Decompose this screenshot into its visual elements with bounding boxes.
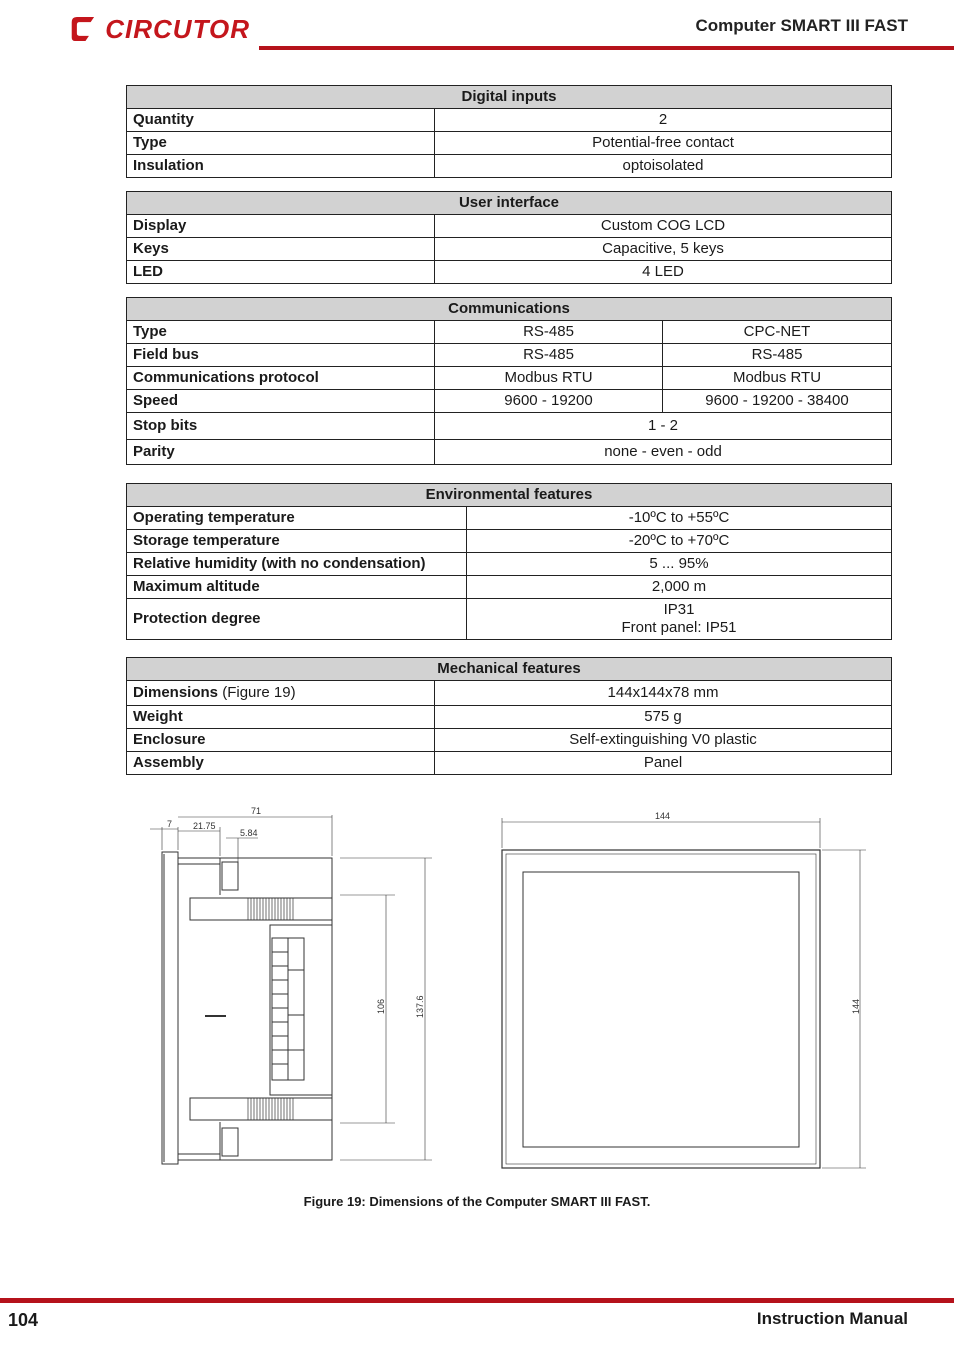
row-value: -10ºC to +55ºC	[467, 507, 892, 530]
row-value: 575 g	[435, 706, 892, 729]
manual-title: Instruction Manual	[756, 1309, 908, 1328]
row-label: Speed	[127, 390, 435, 413]
row-label: Maximum altitude	[127, 576, 467, 599]
row-value: 2	[435, 109, 892, 132]
table-row	[127, 553, 892, 576]
row-label: LED	[127, 261, 435, 284]
small-dim-label: 5.84	[240, 828, 258, 838]
row-label: Relative humidity (with no condensation)	[127, 553, 467, 576]
table-row	[127, 440, 892, 465]
row-label: Weight	[127, 706, 435, 729]
table-row	[127, 367, 892, 390]
table-row	[127, 599, 892, 640]
figure-reference: (Figure 19)	[222, 684, 296, 701]
table-row	[127, 530, 892, 553]
table-row	[127, 706, 892, 729]
table-row	[127, 215, 892, 238]
brand-name: CIRCUTOR	[105, 13, 250, 44]
table-title: User interface	[127, 192, 892, 215]
protection-value-1: IP31	[663, 601, 695, 618]
row-label: Type	[127, 132, 435, 155]
row-value: optoisolated	[435, 155, 892, 178]
offset-label: 21.75	[193, 821, 216, 831]
table-row	[127, 109, 892, 132]
row-label: Keys	[127, 238, 435, 261]
depth-label: 71	[251, 806, 262, 816]
row-value: RS-485	[435, 321, 663, 344]
side-view-drawing	[150, 815, 432, 1164]
table-title: Environmental features	[127, 484, 892, 507]
row-value	[467, 599, 892, 640]
row-label: Storage temperature	[127, 530, 467, 553]
table-row	[127, 681, 892, 706]
table-row	[127, 752, 892, 775]
row-value: 9600 - 19200	[435, 390, 663, 413]
table-row	[127, 413, 892, 440]
row-value: 9600 - 19200 - 38400	[663, 390, 892, 413]
row-label: Parity	[127, 440, 435, 465]
row-value: Custom COG LCD	[435, 215, 892, 238]
table-row	[127, 507, 892, 530]
inner-height-label: 106	[376, 998, 386, 1014]
row-value: Modbus RTU	[663, 367, 892, 390]
digital-inputs-table	[126, 85, 892, 178]
mechanical-table	[126, 657, 892, 775]
row-value: 144x144x78 mm	[435, 681, 892, 706]
row-label: Quantity	[127, 109, 435, 132]
row-label: Stop bits	[127, 413, 435, 440]
row-value: Potential-free contact	[435, 132, 892, 155]
row-value: RS-485	[435, 344, 663, 367]
row-value: 2,000 m	[467, 576, 892, 599]
header-rule	[259, 46, 954, 50]
front-lip-label: 7	[167, 819, 173, 829]
front-view-drawing	[502, 818, 866, 1168]
row-label: Insulation	[127, 155, 435, 178]
front-height-label: 144	[851, 998, 861, 1014]
footer-rule	[0, 1298, 954, 1303]
row-label: Type	[127, 321, 435, 344]
front-view-labels	[655, 811, 861, 1014]
protection-value-2: Front panel: IP51	[621, 619, 737, 636]
page-number: 104	[8, 1310, 39, 1330]
circutor-logo-icon	[70, 12, 99, 46]
table-row	[127, 155, 892, 178]
row-label: Protection degree	[127, 599, 467, 640]
document-title: Computer SMART III FAST	[695, 16, 908, 35]
outer-height-label: 137.6	[415, 995, 425, 1018]
row-label: Assembly	[127, 752, 435, 775]
row-label: Display	[127, 215, 435, 238]
table-title: Mechanical features	[127, 658, 892, 681]
table-row	[127, 238, 892, 261]
brand-logo	[70, 12, 250, 46]
row-label: Enclosure	[127, 729, 435, 752]
table-row	[127, 729, 892, 752]
table-row	[127, 390, 892, 413]
front-width-label: 144	[655, 811, 671, 821]
table-row	[127, 344, 892, 367]
row-value: Panel	[435, 752, 892, 775]
row-label: Operating temperature	[127, 507, 467, 530]
row-value: -20ºC to +70ºC	[467, 530, 892, 553]
dimensions-label: Dimensions	[133, 684, 219, 701]
table-row	[127, 576, 892, 599]
table-title: Digital inputs	[127, 86, 892, 109]
table-row	[127, 132, 892, 155]
row-value: 1 - 2	[435, 413, 892, 440]
figure-caption: Figure 19: Dimensions of the Computer SMART III FAST.	[303, 1194, 651, 1209]
row-label: Field bus	[127, 344, 435, 367]
row-label: Communications protocol	[127, 367, 435, 390]
row-value: Capacitive, 5 keys	[435, 238, 892, 261]
table-row	[127, 261, 892, 284]
user-interface-table	[126, 191, 892, 284]
row-value: CPC-NET	[663, 321, 892, 344]
row-value: none - even - odd	[435, 440, 892, 465]
dimensions-figure	[150, 800, 870, 1180]
row-label	[127, 681, 435, 706]
row-value: Modbus RTU	[435, 367, 663, 390]
row-value: Self-extinguishing V0 plastic	[435, 729, 892, 752]
communications-table	[126, 297, 892, 465]
row-value: RS-485	[663, 344, 892, 367]
table-title: Communications	[127, 298, 892, 321]
environmental-table	[126, 483, 892, 640]
row-value: 5 ... 95%	[467, 553, 892, 576]
row-value: 4 LED	[435, 261, 892, 284]
table-row	[127, 321, 892, 344]
